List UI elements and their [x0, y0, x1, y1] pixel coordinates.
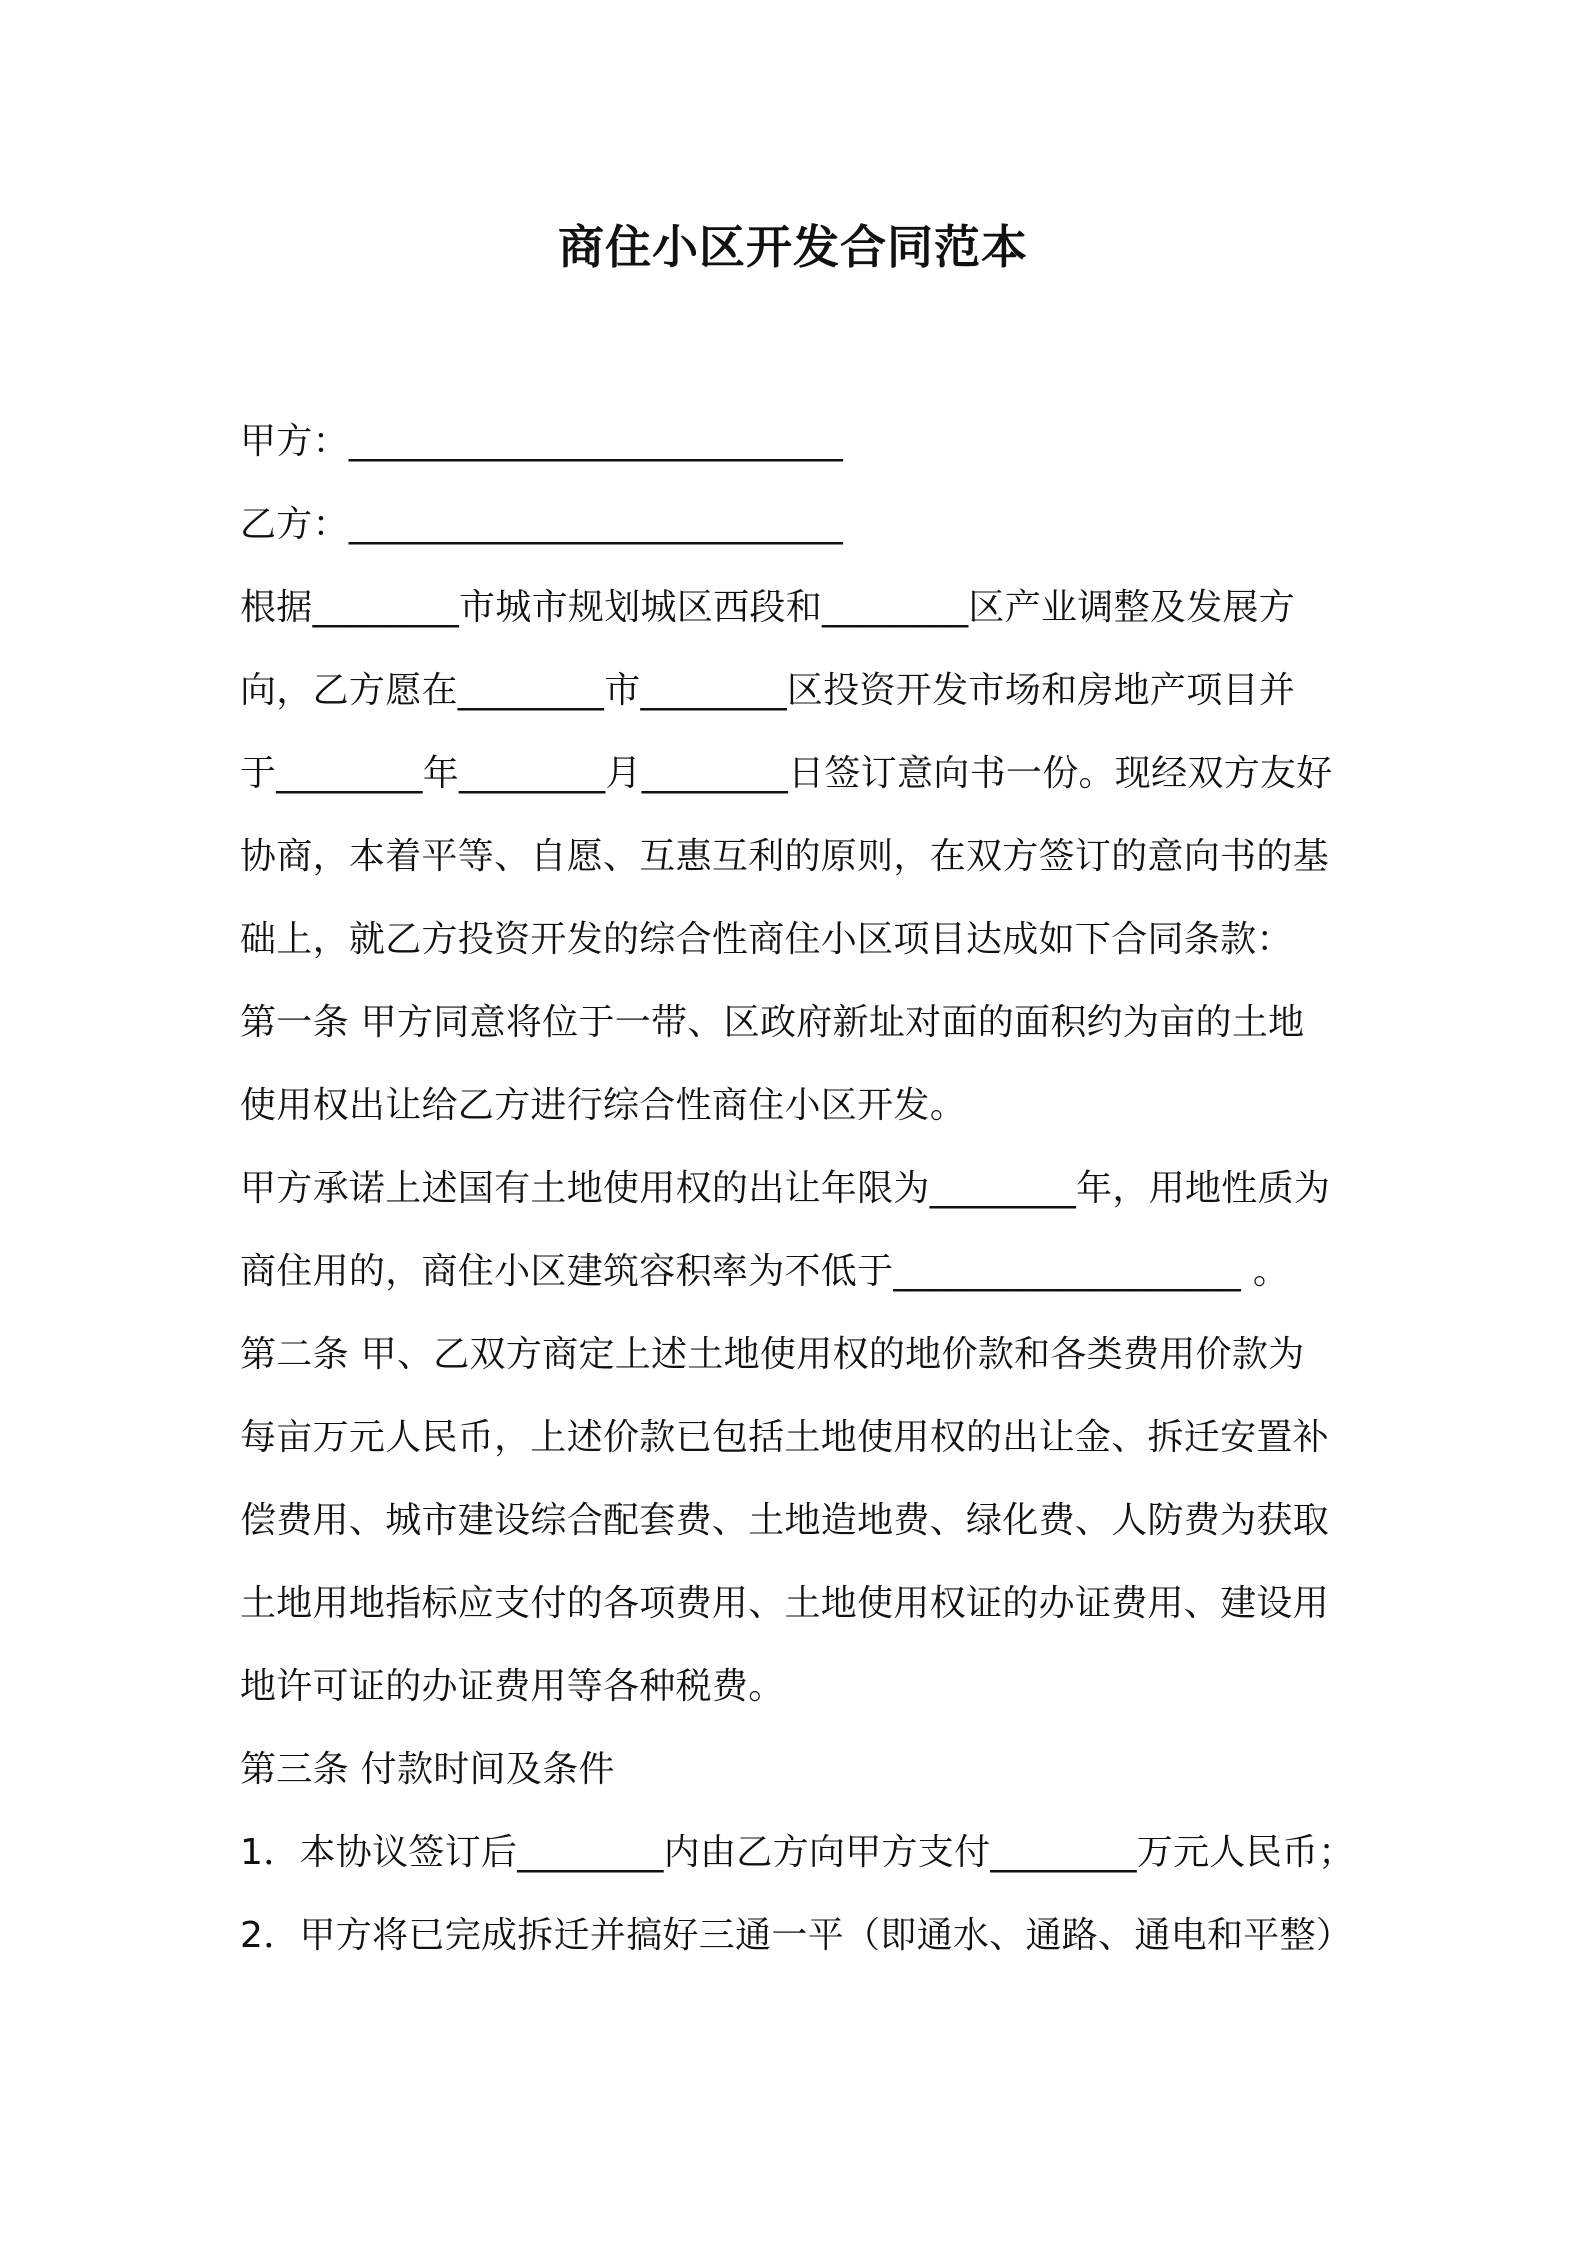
body-line: 于________年________月________日签订意向书一份。现经双方友好 [240, 753, 1333, 794]
article-2-line: 第二条 甲、乙双方商定上述土地使用权的地价款和各类费用价款为 [240, 1334, 1305, 1375]
body-line: 础上，就乙方投资开发的综合性商住小区项目达成如下合同条款： [240, 919, 1293, 960]
body-line: 甲方承诺上述国有土地使用权的出让年限为________年，用地性质为 [240, 1168, 1331, 1209]
body-line: 土地用地指标应支付的各项费用、土地使用权证的办证费用、建设用 [240, 1583, 1330, 1624]
body-line: 使用权出让给乙方进行综合性商住小区开发。 [240, 1085, 967, 1126]
body-line: 协商，本着平等、自愿、互惠互利的原则，在双方签订的意向书的基 [240, 836, 1330, 877]
body-line: 根据________市城市规划城区西段和________区产业调整及发展方 [240, 587, 1296, 628]
body-line: 向，乙方愿在________市________区投资开发市场和房地产项目并 [240, 670, 1296, 711]
body-line: 偿费用、城市建设综合配套费、土地造地费、绿化费、人防费为获取 [240, 1500, 1330, 1541]
document-title: 商住小区开发合同范本 [558, 220, 1028, 274]
article-1-line: 第一条 甲方同意将位于一带、区政府新址对面的面积约为亩的土地 [240, 1002, 1305, 1043]
body-line: 地许可证的办证费用等各种税费。 [240, 1666, 785, 1707]
party-b-line: 乙方：___________________________ [240, 504, 843, 545]
party-a-line: 甲方：___________________________ [240, 421, 843, 462]
body-line: 每亩万元人民币，上述价款已包括土地使用权的出让金、拆迁安置补 [240, 1417, 1330, 1458]
article-3-heading: 第三条 付款时间及条件 [240, 1749, 615, 1790]
list-item: 1．本协议签订后________内由乙方向甲方支付________万元人民币； [240, 1832, 1355, 1873]
list-item: 2．甲方将已完成拆迁并搞好三通一平（即通水、通路、通电和平整） [240, 1915, 1353, 1956]
body-line: 商住用的，商住小区建筑容积率为不低于___________________ 。 [240, 1251, 1290, 1292]
document-body [240, 400, 1380, 1977]
